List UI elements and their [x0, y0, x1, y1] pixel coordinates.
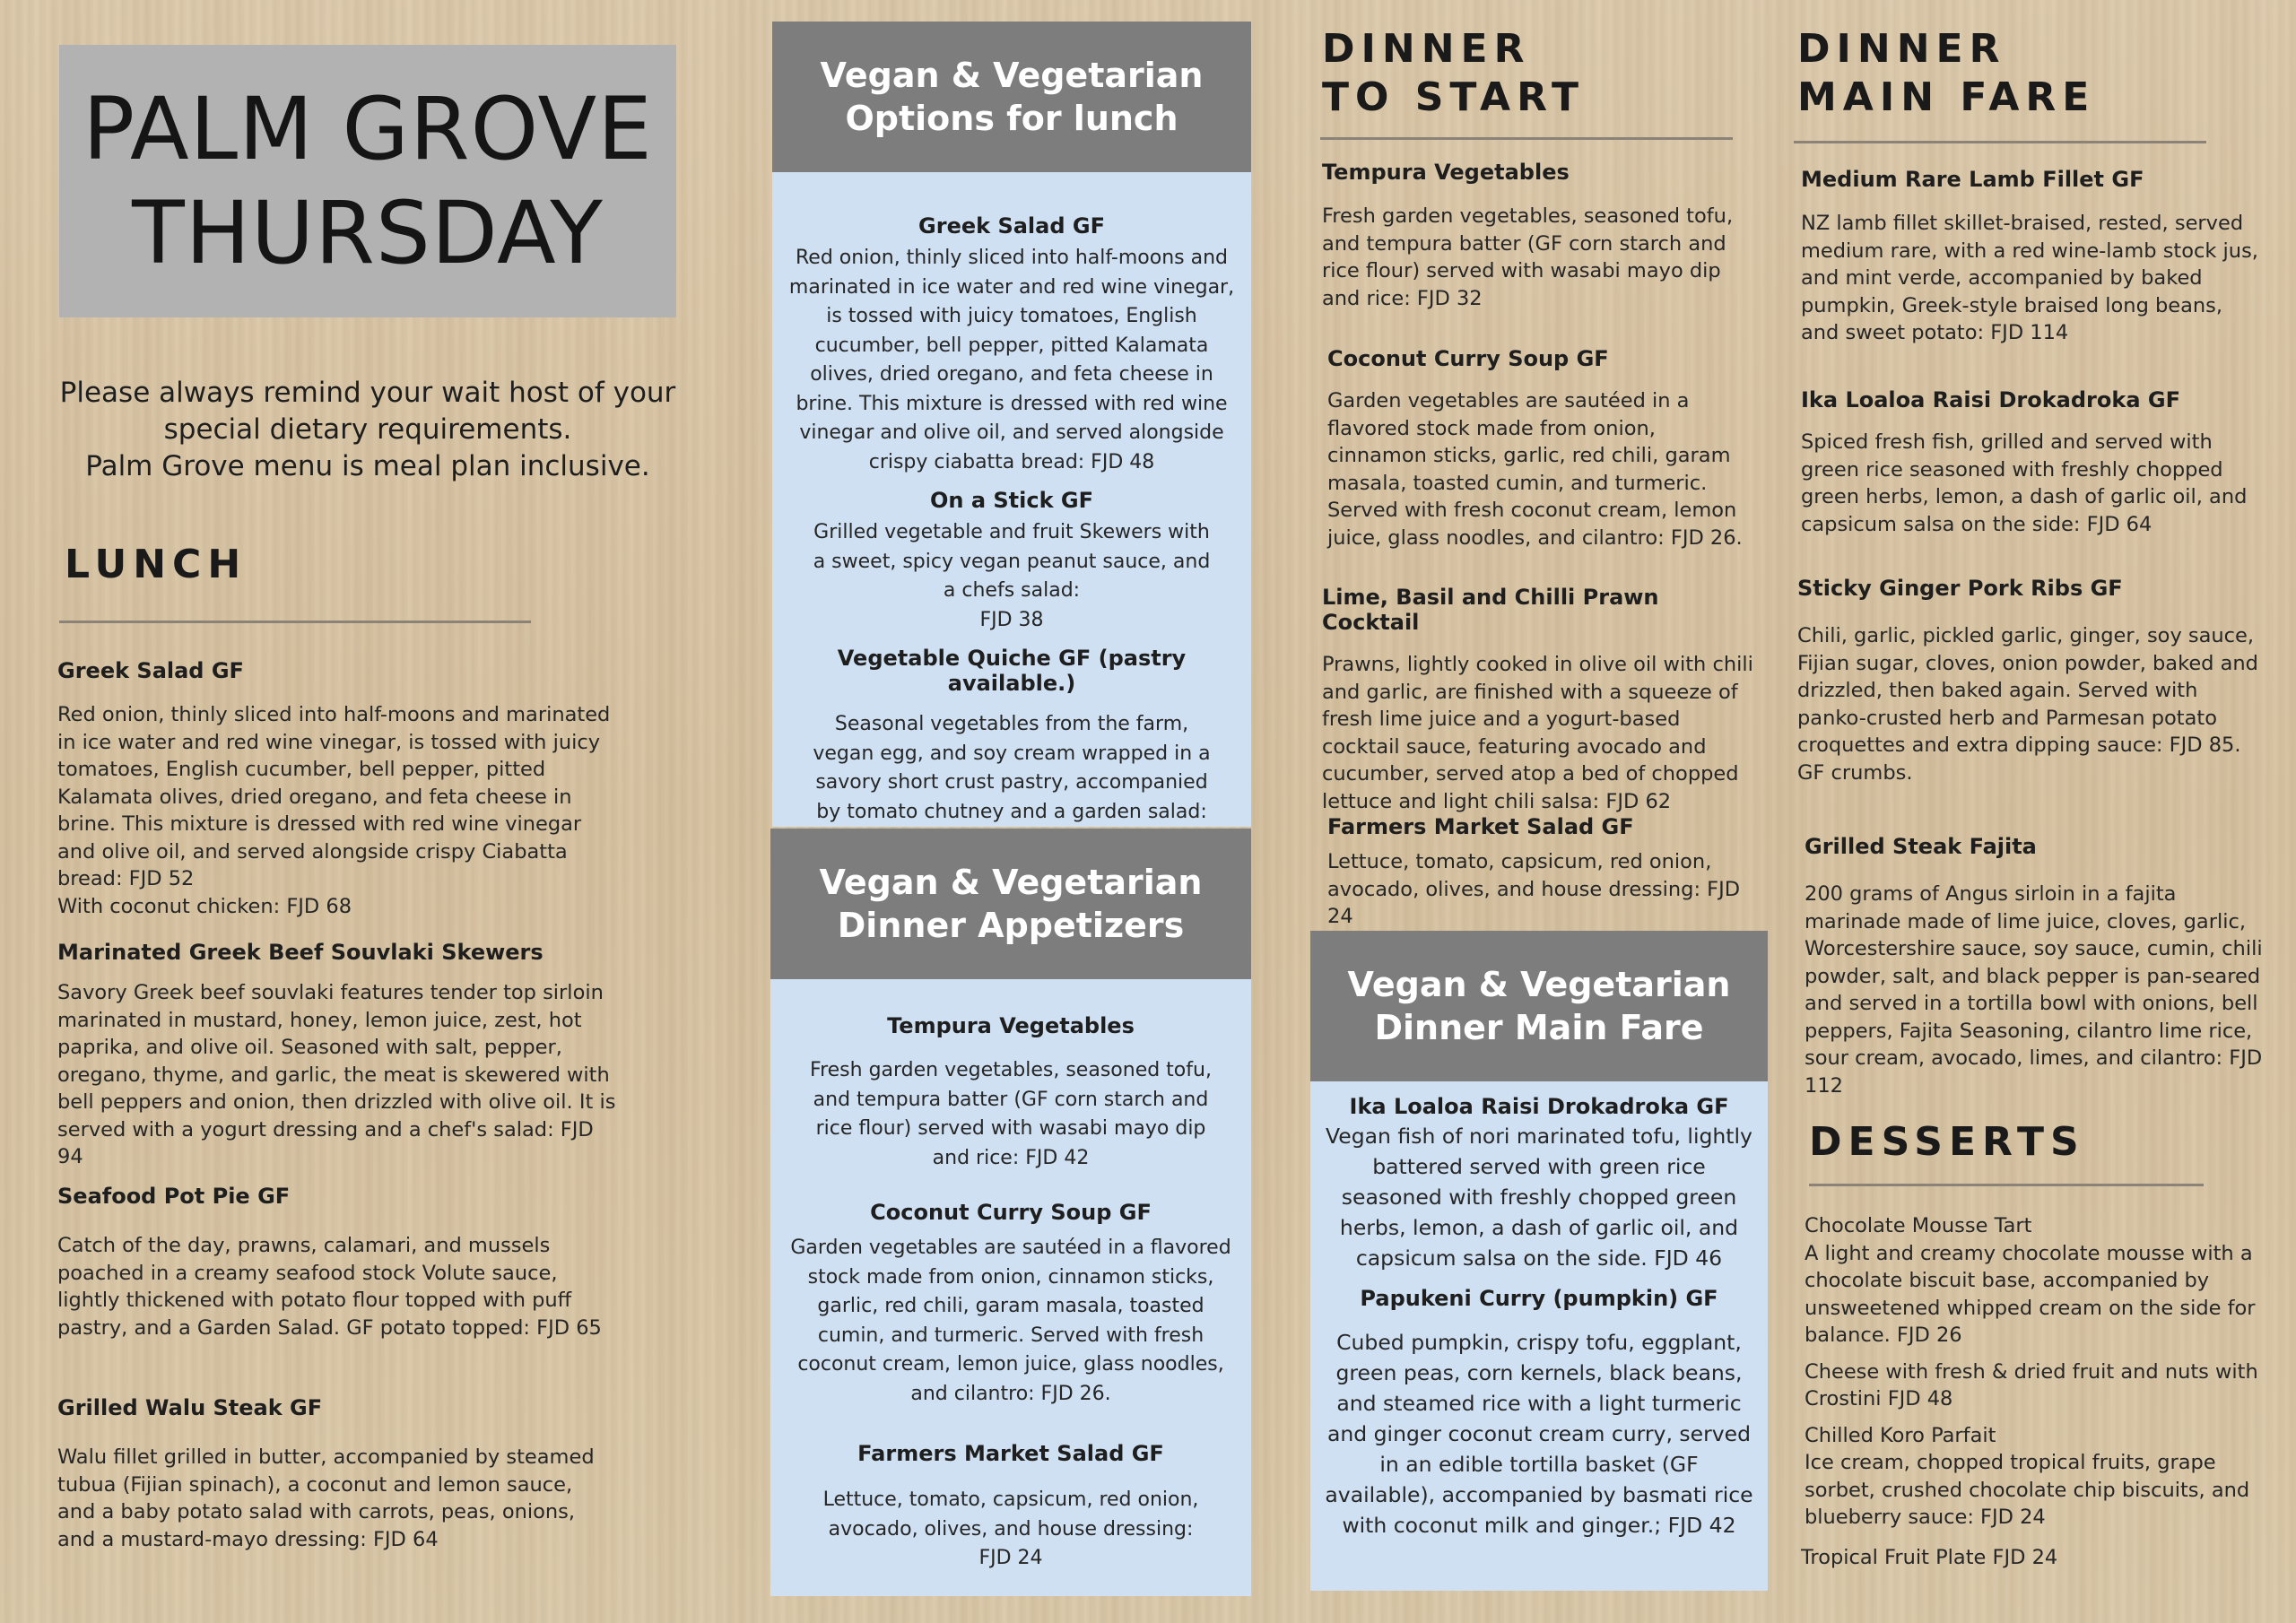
lunch-item-name: Marinated Greek Beef Souvlaki Skewers: [57, 940, 544, 965]
dinner-start-heading-line: DINNER: [1322, 26, 1531, 72]
lunch-item-desc: Catch of the day, prawns, calamari, and mussels poached in a creamy seafood stock Volute sauce, lightly thickened with potato flour topped with puff pastry, and a Garden Salad. GF potato topped: FJD 65: [57, 1234, 602, 1340]
dinner-start-item-desc: Prawns, lightly cooked in olive oil with chili and garlic, are finished with a squeeze of fresh lime juice and a yogurt-based cocktail sauce, featuring avocado and cucumber, served atop a bed of chopped lettuce and light chili salsa: FJD 62: [1322, 653, 1753, 813]
intro-note: [45, 375, 691, 485]
dinner-main-item-desc: Chili, garlic, pickled garlic, ginger, soy sauce, Fijian sugar, cloves, onion powder, baked and drizzled, then baked again. Served with panko-crusted herb and Parmesan potato croquettes and extra dipping sauce: FJD 85. GF crumbs.: [1797, 624, 2258, 785]
dinner-start-item-name: Coconut Curry Soup GF: [1327, 346, 1609, 371]
dinner-main-item-name: Sticky Ginger Pork Ribs GF: [1797, 576, 2123, 601]
dinner-main-item-name: Grilled Steak Fajita: [1805, 834, 2037, 859]
page-title-line-2: THURSDAY: [132, 183, 604, 283]
desserts-heading: DESSERTS: [1809, 1119, 2085, 1165]
dessert-item: Tropical Fruit Plate FJD 24: [1801, 1545, 2058, 1569]
dinner-start-item: [1327, 814, 1747, 931]
dinner-main-item: [1805, 834, 2269, 1099]
veg-main-heading-line: Dinner Main Fare: [1374, 1008, 1704, 1047]
veg-main-item: [1310, 1273, 1768, 1541]
dessert-item: [1805, 1422, 2269, 1532]
veg-appetizers-heading-line: Dinner Appetizers: [837, 906, 1185, 945]
veg-lunch-item-name: On a Stick GF: [929, 488, 1093, 513]
veg-appetizer-item: [770, 1173, 1251, 1409]
dinner-start-item-name: Farmers Market Salad GF: [1327, 814, 1634, 839]
dessert-item: [1805, 1212, 2269, 1350]
veg-main-item-desc: Vegan fish of nori marinated tofu, lightly battered served with green rice seasoned with freshly chopped green herbs, lemon, a dash of garlic oil, and capsicum salsa on the side. FJD 46: [1326, 1124, 1752, 1271]
lunch-item-name: Grilled Walu Steak GF: [57, 1395, 323, 1420]
veg-main-heading-line: Vegan & Vegetarian: [1347, 965, 1731, 1004]
intro-line: special dietary requirements.: [163, 413, 572, 446]
veg-appetizers-heading-line: Vegan & Vegetarian: [819, 863, 1203, 902]
dinner-start-item-name: Lime, Basil and Chilli Prawn Cocktail: [1322, 585, 1659, 635]
veg-main-heading: [1310, 931, 1768, 1081]
veg-lunch-item: [772, 635, 1251, 856]
dinner-main-item-desc: 200 grams of Angus sirloin in a fajita marinade made of lime juice, cloves, garlic, Worcestershire sauce, soy sauce, cumin, chili powder, salt, and black pepper is pan-seared and served in a tortilla bowl with onions, bell peppers, Fajita Seasoning, cilantro lime rice, sour cream, avocado, limes, and cilantro: FJD 112: [1805, 882, 2263, 1098]
dinner-start-item: [1327, 346, 1747, 551]
lunch-heading: LUNCH: [65, 542, 248, 587]
veg-main-item: [1310, 1081, 1768, 1273]
intro-line: Palm Grove menu is meal plan inclusive.: [85, 450, 650, 482]
lunch-item-name: Greek Salad GF: [57, 658, 244, 683]
dinner-start-item-desc: Garden vegetables are sautéed in a flavored stock made from onion, cinnamon sticks, garlic, red chili, garam masala, toasted cumin, and turmeric. Served with fresh coconut cream, lemon juice, glass noodles, and cilantro: FJD 26.: [1327, 389, 1743, 550]
dinner-main-divider: [1794, 141, 2206, 143]
veg-lunch-heading: [772, 22, 1251, 172]
dinner-start-item-desc: Fresh garden vegetables, seasoned tofu, and tempura batter (GF corn starch and rice flour) served with wasabi mayo dip and rice: FJD 32: [1322, 204, 1734, 310]
veg-main-item-name: Papukeni Curry (pumpkin) GF: [1360, 1286, 1718, 1311]
veg-lunch-heading-line: Options for lunch: [845, 99, 1178, 138]
veg-appetizer-name: Tempura Vegetables: [887, 1013, 1135, 1038]
lunch-item-desc: Savory Greek beef souvlaki features tender top sirloin marinated in mustard, honey, lemon juice, zest, hot paprika, and olive oil. Seasoned with salt, pepper, oregano, thyme, and garlic, the meat is skewered with bell peppers and onion, then drizzled with olive oil. It is served with a yogurt dressing and a chef's salad: FJD 94: [57, 981, 616, 1168]
dessert-name: Chocolate Mousse Tart: [1805, 1214, 2032, 1237]
dessert-name: Chilled Koro Parfait: [1805, 1423, 1996, 1447]
title-banner: [59, 45, 676, 317]
dinner-main-item-name: Medium Rare Lamb Fillet GF: [1801, 167, 2144, 192]
dinner-main-heading: [1797, 25, 2095, 122]
lunch-item-extra: With coconut chicken: FJD 68: [57, 894, 352, 918]
veg-appetizer-name: Farmers Market Salad GF: [857, 1441, 1164, 1466]
dinner-main-item-desc: NZ lamb fillet skillet-braised, rested, served medium rare, with a red wine-lamb stock jus, and mint verde, accompanied by baked pumpkin, Greek-style braised long beans, and sweet potato: FJD 114: [1801, 212, 2258, 344]
veg-lunch-item: [772, 477, 1251, 635]
dinner-start-divider: [1320, 137, 1733, 140]
veg-appetizer-name: Coconut Curry Soup GF: [870, 1200, 1152, 1225]
lunch-divider: [59, 621, 531, 623]
veg-lunch-heading-line: Vegan & Vegetarian: [820, 56, 1204, 95]
dessert-list: [1801, 1212, 2269, 1571]
dinner-main-item: [1797, 576, 2269, 786]
veg-lunch-item-desc: Red onion, thinly sliced into half-moons and marinated in ice water and red wine vinegar, is tossed with juicy tomatoes, English cucumber, bell pepper, pitted Kalamata olives, dried oregano, and feta cheese in brine. This mixture is dressed with red wine vinegar and olive oil, and served alongside crispy ciabatta bread: FJD 48: [788, 247, 1235, 473]
veg-appetizer-desc: Garden vegetables are sautéed in a flavored stock made from onion, cinnamon sticks, garlic, red chili, garam masala, toasted cumin, and turmeric. Served with fresh coconut cream, lemon juice, glass noodles, and cilantro: FJD 26.: [790, 1237, 1231, 1405]
dinner-main-heading-line: MAIN FARE: [1797, 74, 2096, 120]
veg-lunch-item-name: Vegetable Quiche GF (pastry available.): [837, 646, 1187, 696]
veg-lunch-item-desc: Seasonal vegetables from the farm, vegan egg, and soy cream wrapped in a savory short crust pastry, accompanied by tomato chutney and a garden salad:: [813, 713, 1211, 823]
dinner-main-item: [1801, 387, 2264, 538]
lunch-item: [57, 940, 622, 1171]
dessert-desc: A light and creamy chocolate mousse with a chocolate biscuit base, accompanied by unsweetened whipped cream on the side for balance. FJD 26: [1805, 1241, 2256, 1347]
veg-main-item-desc: Cubed pumpkin, crispy tofu, eggplant, green peas, corn kernels, black beans, and steamed rice with a light turmeric and ginger coconut cream curry, served in an edible tortilla basket (GF available), accompanied by basmati rice with coconut milk and ginger.; FJD 42: [1325, 1330, 1753, 1538]
veg-lunch-item-desc: Grilled vegetable and fruit Skewers with a sweet, spicy vegan peanut sauce, and a chefs salad:: [813, 521, 1211, 602]
veg-appetizer-item: [770, 1409, 1251, 1574]
dinner-main-item: [1801, 167, 2264, 347]
intro-line: Please always remind your wait host of your: [59, 377, 676, 409]
dinner-main-item-desc: Spiced fresh fish, grilled and served with green rice seasoned with freshly chopped green herbs, lemon, a dash of garlic oil, and capsicum salsa on the side: FJD 64: [1801, 430, 2248, 536]
dinner-start-item: [1322, 585, 1754, 815]
veg-lunch-item-price: FJD 38: [979, 608, 1044, 631]
veg-main-item-name: Ika Loaloa Raisi Drokadroka GF: [1349, 1094, 1729, 1119]
lunch-item-desc: Red onion, thinly sliced into half-moons and marinated in ice water and red wine vinegar, is tossed with juicy tomatoes, English cucumber, bell pepper, pitted Kalamata olives, dried oregano, and feta cheese in brine. This mixture is dressed with red wine vinegar and olive oil, and served alongside crispy Ciabatta bread: FJD 52: [57, 703, 611, 890]
veg-lunch-item: [772, 172, 1251, 477]
dinner-start-heading-line: TO START: [1322, 74, 1585, 120]
veg-appetizers-heading: [770, 829, 1251, 979]
lunch-item-name: Seafood Pot Pie GF: [57, 1184, 291, 1209]
lunch-item-desc: Walu fillet grilled in butter, accompanied by steamed tubua (Fijian spinach), a coconut and lemon sauce, and a baby potato salad with carrots, peas, onions, and a mustard-mayo dressing: FJD 64: [57, 1445, 595, 1551]
lunch-item: [57, 1395, 613, 1553]
page-title-line-1: PALM GROVE: [83, 79, 653, 179]
dinner-start-item-desc: Lettuce, tomato, capsicum, red onion, avocado, olives, and house dressing: FJD 24: [1327, 850, 1741, 928]
dinner-main-item-name: Ika Loaloa Raisi Drokadroka GF: [1801, 387, 2180, 412]
veg-main-panel: [1310, 931, 1768, 1591]
dinner-start-item: [1322, 160, 1744, 312]
desserts-divider: [1809, 1184, 2204, 1186]
veg-appetizer-item: [770, 979, 1251, 1173]
dinner-main-heading-line: DINNER: [1797, 26, 2006, 72]
lunch-item: [57, 1184, 613, 1341]
veg-appetizer-desc: Lettuce, tomato, capsicum, red onion, avocado, olives, and house dressing: FJD 24: [822, 1488, 1199, 1569]
dinner-start-heading: [1322, 25, 1585, 122]
veg-appetizer-desc: Fresh garden vegetables, seasoned tofu, and tempura batter (GF corn starch and rice flour) served with wasabi mayo dip and rice: FJD 42: [810, 1059, 1212, 1169]
veg-lunch-panel: [772, 22, 1251, 827]
dinner-start-item-name: Tempura Vegetables: [1322, 160, 1570, 185]
veg-appetizers-panel: [770, 829, 1251, 1596]
dessert-desc: Ice cream, chopped tropical fruits, grape sorbet, crushed chocolate chip biscuits, and blueberry sauce: FJD 24: [1805, 1451, 2250, 1529]
veg-lunch-item-name: Greek Salad GF: [918, 213, 1105, 239]
dessert-item: Cheese with fresh & dried fruit and nuts with Crostini FJD 48: [1805, 1359, 2258, 1410]
lunch-item: [57, 658, 613, 920]
